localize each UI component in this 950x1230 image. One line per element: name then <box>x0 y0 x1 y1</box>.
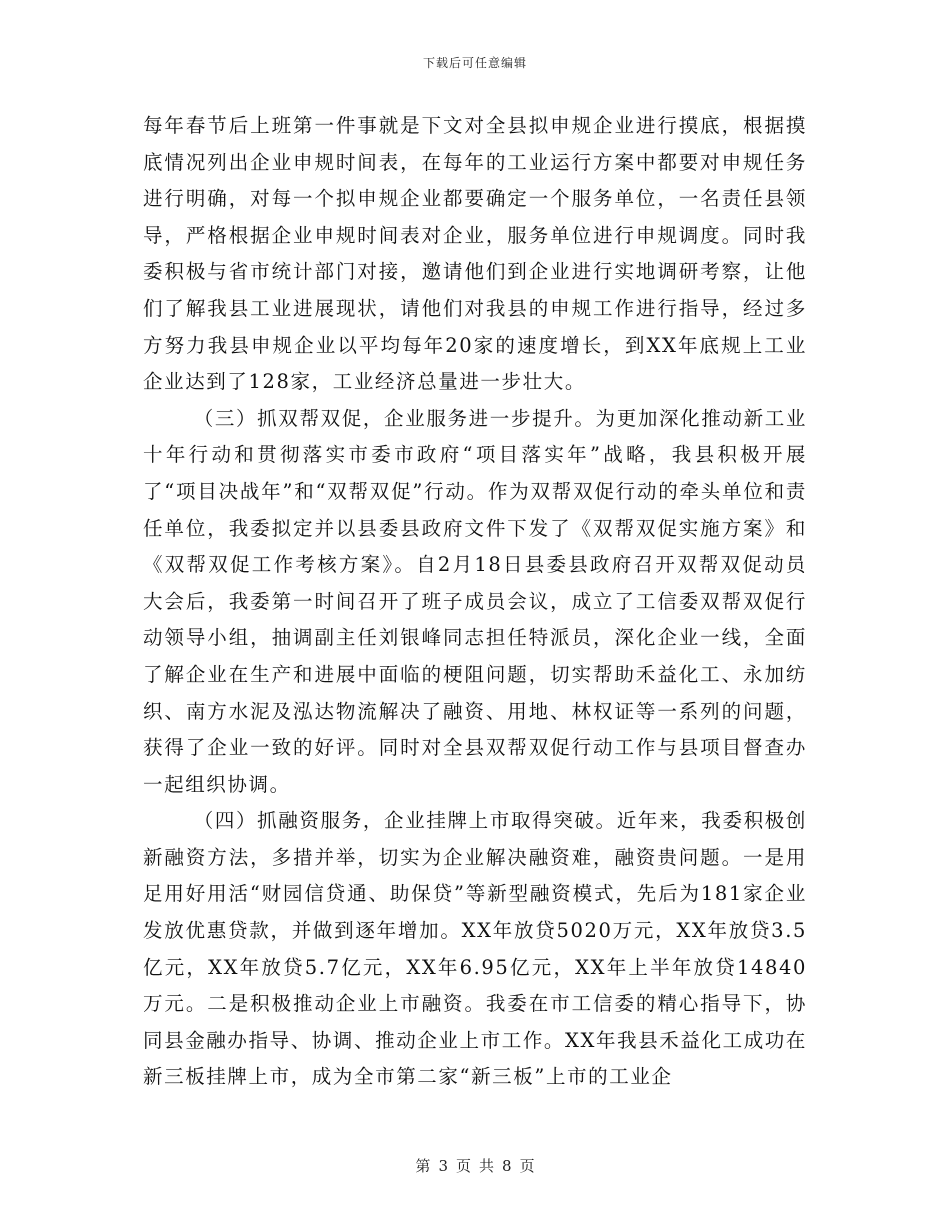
page-suffix: 页 <box>519 1157 535 1175</box>
page-middle: 页 <box>455 1157 471 1175</box>
page-total: 8 <box>502 1157 512 1175</box>
paragraph-2: （三）抓双帮双促，企业服务进一步提升。为更加深化推动新工业十年行动和贯彻落实市委市政府“项目落实年”战略，我县积极开展了“项目决战年”和“双帮双促”行动。作为双帮双促行动的牵头单位和责任单位，我委拟定并以县委县政府文件下发了《双帮双促实施方案》和《双帮双促工作考核方案》。自2月18日县委县政府召开双帮双促动员大会后，我委第一时间召开了班子成员会议，成立了工信委双帮双促行动领导小组，抽调副主任刘银峰同志担任特派员，深化企业一线，全面了解企业在生产和进展中面临的梗阻问题，切实帮助禾益化工、永加纺织、南方水泥及泓达物流解决了融资、用地、林权证等一系列的问题，获得了企业一致的好评。同时对全县双帮双促行动工作与县项目督查办一起组织协调。 <box>143 406 807 796</box>
header-note: 下载后可任意编辑 <box>422 56 527 70</box>
paragraph-3: （四）抓融资服务，企业挂牌上市取得突破。近年来，我委积极创新融资方法，多措并举，切实为企业解决融资难，融资贵问题。一是用足用好用活“财园信贷通、助保贷”等新型融资模式，先后为181家企业发放优惠贷款，并做到逐年增加。XX年放贷5020万元，XX年放贷3.5亿元，XX年放贷5.7亿元，XX年6.95亿元，XX年上半年放贷14840万元。二是积极推动企业上市融资。我委在市工信委的精心指导下，协同县金融办指导、协调、推动企业上市工作。XX年我县禾益化工成功在新三板挂牌上市，成为全市第二家“新三板”上市的工业企 <box>143 809 807 1089</box>
document-body <box>143 108 807 1096</box>
page-prefix: 第 <box>415 1157 431 1175</box>
page-current: 3 <box>438 1157 448 1175</box>
paragraph-1: 每年春节后上班第一件事就是下文对全县拟申规企业进行摸底，根据摸底情况列出企业申规时间表，在每年的工业运行方案中都要对申规任务进行明确，对每一个拟申规企业都要确定一个服务单位，一名责任县领导，严格根据企业申规时间表对企业，服务单位进行申规调度。同时我委积极与省市统计部门对接，邀请他们到企业进行实地调研考察，让他们了解我县工业进展现状，请他们对我县的申规工作进行指导，经过多方努力我县申规企业以平均每年20家的速度增长，到XX年底规上工业企业达到了128家，工业经济总量进一步壮大。 <box>143 114 807 394</box>
page-number-footer <box>0 1155 950 1176</box>
page-total-prefix: 共 <box>479 1157 495 1175</box>
